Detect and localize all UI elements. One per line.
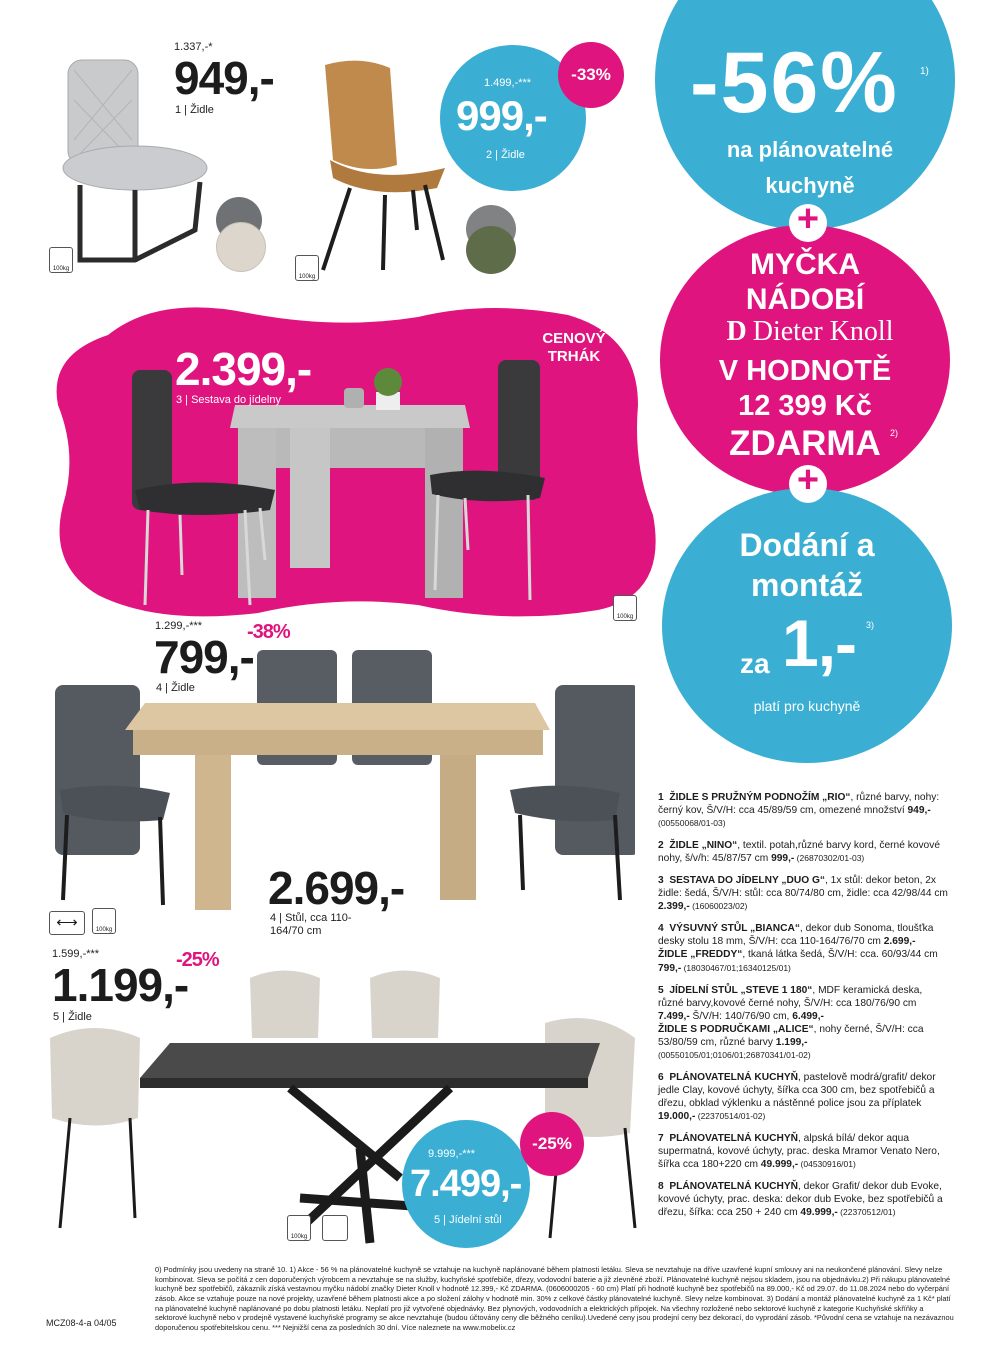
chair-nino-image	[305, 60, 455, 275]
bianca-price: 2.699,-	[268, 862, 405, 914]
product-descriptions	[658, 791, 950, 1228]
promo-56-line2: kuchyně	[765, 173, 855, 198]
dieter-knoll-logo	[700, 316, 920, 348]
load-100kg-icon: 100kg	[92, 908, 116, 934]
rio-price: 949,-	[174, 52, 274, 104]
load-100kg-icon: 100kg	[613, 595, 637, 621]
swatch-light-grey	[216, 222, 266, 272]
legal-footnotes: 0) Podmínky jsou uvedeny na straně 10. 1) Akce - 56 % na plánovatelné kuchyně se vztahuje na kuchyně naplánované během platnosti letáku. Sleva se nevztahuje na dříve uzavřené kupní smlouvy ani na neukončené plánování. Slevy nelze kombinovat. Sleva se počítá z cen doporučených výrobcem a nevztahuje se na služby, kuchyňské spotřebiče, dřezy, vodovodní baterie a již zlevněné zboží. Plánovatelné kuchyně nejsou skladem, jsou na objednávku.2) Při nákupu plánovatelné kuchyně bez spotřebičů, zákazník získá vestavnou myčku nádobí značky Dieter Knoll v hodnotě 12.399,- Kč ZDARMA. (0606000205 - 60 cm) Platí při hodnotě kuchyně bez spotřebičů na 89.000,- Kč od 29.07. do 11.08.2024 nebo do vyčerpání zásob. Akce se vztahuje pouze na nové projekty, uzavřené během platnosti akce a po složení zálohy v hodnotě min. 30% z celkové částky plánovatelné kuchyně. Slevy nelze kombinovat. 3) Dodání a montáž plánovatelné kuchyně za 1 Kč* platí na plánovatelné kuchyně naplánované po dobu platnosti letáku. Neplatí pro již vytvořené objednávky. Bez plynových, vodovodních a elektrických přípojek. Na všechny rozložené nebo sektorové kuchyně z kategorie Kuchyňské skříňky a sektorové kuchyně nebo v prodejně vystavené kuchyňské programy se akce nevztahuje (budou účtovány ceny dle běžného ceníku).Uvedené ceny jsou prodejní ceny bez dekorací, do vyprodání zásob. *Původní cena se vztahuje na nezávaznou doporučenou spotřebitelskou cenu. *** Nejnižší cena za posledních 30 dní. Více naleznete na www.mobelix.cz	[155, 1265, 954, 1332]
plus-sign: +	[796, 198, 820, 240]
promo-dishwasher-m4: 12 399 Kč	[738, 390, 872, 422]
description-5: 5 JÍDELNÍ STŮL „STEVE 1 180“, MDF keramická deska, různé barvy,kovové černé nohy, Š/V/H: cca 180/76/90 cm 7.499,- Š/V/H: 140/76/90 cm, 6.499,- ŽIDLE S PODRUČKAMI „ALICE“, nohy černé, Š/V/H: cca 53/80/59 cm, různé barvy 1.199,- (00550105/01;0106/01;26870341/01-02)	[658, 984, 924, 1060]
description-4: 4 VÝSUVNÝ STŮL „BIANCA“, dekor dub Sonoma, tloušťka desky stolu 18 mm, Š/V/H: cca 110-164/76/70 cm 2.699,- ŽIDLE „FREDDY“, tkaná látka šedá, Š/V/H: cca. 60/93/44 cm 799,- (18030467/01;16340125/01)	[658, 923, 938, 974]
description-3: 3 SESTAVA DO JÍDELNY „DUO G“, 1x stůl: dekor beton, 2x židle: šedá, Š/V/H: stůl: cca 80/74/80 cm, židle: cca 42/98/44 cm 2.399,- (16060023/02)	[658, 875, 948, 913]
freddy-caption: 4 | Židle	[156, 682, 195, 694]
duo-g-caption: 3 | Sestava do jídelny	[176, 394, 281, 406]
bianca-caption: 4 | Stůl, cca 110-164/70 cm	[270, 912, 352, 938]
freddy-price: 799,-	[154, 631, 254, 683]
steve-old-price: 9.999,-***	[428, 1148, 476, 1160]
promo-dishwasher-m1: MYČKA	[750, 248, 860, 281]
description-1: 1 ŽIDLE S PRUŽNÝM PODNOŽÍM „RIO“, různé barvy, nohy: černý kov, Š/V/H: cca 45/89/59 cm, omezené množství 949,- (00550068/01-03)	[658, 792, 940, 829]
promo-delivery-d2: montáž	[751, 567, 863, 603]
freddy-old-price: 1.299,-***	[155, 620, 203, 632]
ceramic-top-icon	[322, 1215, 348, 1241]
rio-old-price: 1.337,-*	[174, 41, 213, 53]
promo-dishwasher-m5: ZDARMA	[729, 424, 881, 463]
plus-sign: +	[796, 459, 820, 501]
promo-dishwasher-m3: V HODNOTĚ	[718, 355, 892, 387]
load-100kg-icon: 100kg	[295, 255, 319, 281]
duo-g-price: 2.399,-	[175, 343, 312, 395]
price-buster-tag: CENOVÝ TRHÁK	[542, 330, 606, 365]
freddy-discount: -38%	[247, 621, 290, 643]
load-100kg-icon: 100kg	[49, 247, 73, 273]
steve-price: 7.499,-	[410, 1163, 522, 1205]
dieter-knoll-name: Dieter Knoll	[752, 316, 894, 347]
promo-56-note: 1)	[920, 66, 929, 77]
alice-caption: 5 | Židle	[53, 1011, 92, 1023]
steve-caption: 5 | Jídelní stůl	[434, 1214, 502, 1226]
promo-56-line1: na plánovatelné	[726, 137, 894, 162]
promo-56-value: -56%	[690, 35, 899, 131]
alice-old-price: 1.599,-***	[52, 948, 100, 960]
swatch-green	[466, 226, 516, 274]
load-100kg-icon: 100kg	[287, 1215, 311, 1241]
nino-caption: 2 | Židle	[486, 149, 525, 161]
alice-discount: -25%	[176, 949, 219, 971]
promo-dishwasher-note: 2)	[890, 428, 899, 438]
dieter-knoll-mark: D	[726, 316, 747, 347]
alice-price: 1.199,-	[52, 959, 189, 1011]
description-2: 2 ŽIDLE „NINO“, textil. potah,různé barvy kord, černé kovové nohy, š/v/h: 45/87/57 cm 999,- (26870302/01-03)	[658, 840, 940, 865]
promo-delivery-d3: za	[740, 648, 770, 679]
nino-discount-badge: -33%	[558, 42, 624, 108]
leaflet-code: MCZ08-4-a 04/05	[46, 1318, 117, 1328]
promo-delivery-d5: platí pro kuchyně	[753, 698, 861, 714]
rio-caption: 1 | Židle	[175, 104, 214, 116]
description-6: 6 PLÁNOVATELNÁ KUCHYŇ, pastelově modrá/grafit/ dekor jedle Clay, kovové úchyty, šířka cca 300 cm, bez spotřebičů a dřezu, obklad výklenku a nástěnné police jsou za příplatek 19.000,- (22370514/01-02)	[658, 1071, 936, 1122]
promo-delivery-note: 3)	[866, 620, 875, 630]
steve-discount-badge: -25%	[520, 1112, 584, 1176]
extendable-arrows-icon: ⟷	[49, 911, 85, 935]
nino-old-price: 1.499,-***	[484, 77, 532, 89]
promo-dishwasher-m2: NÁDOBÍ	[745, 283, 865, 316]
promo-delivery-d4: 1,-	[782, 606, 857, 680]
description-7: 7 PLÁNOVATELNÁ KUCHYŇ, alpská bílá/ dekor aqua supermatná, kovové úchyty, prac. deska Mramor Venato Nero, šířka cca 180+220 cm 49.999,- (04530916/01)	[658, 1133, 940, 1171]
nino-price: 999,-	[456, 92, 547, 139]
promo-delivery-d1: Dodání a	[739, 527, 875, 563]
description-8: 8 PLÁNOVATELNÁ KUCHYŇ, dekor Grafit/ dekor dub Evoke, kovové úchyty, prac. deska: dekor dub Evoke, bez spotřebičů a dřezu, šířka: cca 250 + 240 cm 49.999,- (22370512/01)	[658, 1181, 943, 1219]
